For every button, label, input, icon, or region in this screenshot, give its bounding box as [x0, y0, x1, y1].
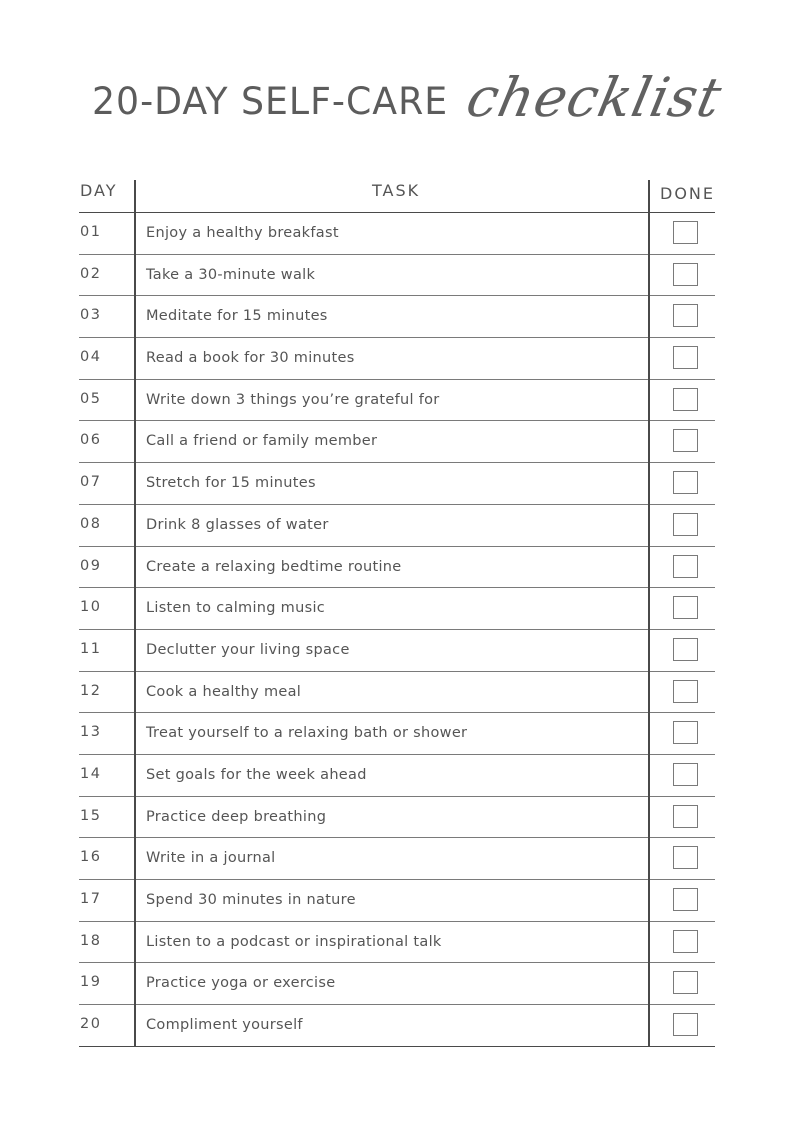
- row-task-text: Listen to calming music: [146, 600, 326, 617]
- table-row: [79, 922, 715, 964]
- done-checkbox[interactable]: [673, 304, 698, 327]
- done-checkbox[interactable]: [673, 221, 698, 244]
- done-checkbox[interactable]: [673, 388, 698, 411]
- row-day-number: 16: [80, 849, 102, 866]
- table-body: [79, 213, 715, 1047]
- done-checkbox[interactable]: [673, 513, 698, 536]
- table-row: [79, 755, 715, 797]
- row-task-text: Write down 3 things you’re grateful for: [146, 391, 440, 408]
- table-row: [79, 380, 715, 422]
- row-task-text: Declutter your living space: [146, 641, 350, 658]
- done-checkbox[interactable]: [673, 888, 698, 911]
- table-row: [79, 713, 715, 755]
- checklist-table: [79, 178, 715, 1047]
- row-task-text: Treat yourself to a relaxing bath or shower: [146, 725, 468, 742]
- header-done: DONE: [660, 184, 715, 203]
- done-checkbox[interactable]: [673, 346, 698, 369]
- title-script: [462, 52, 732, 142]
- row-day-number: 17: [80, 891, 102, 907]
- row-task-text: Write in a journal: [146, 850, 276, 867]
- row-task-text: Call a friend or family member: [146, 433, 378, 450]
- done-checkbox[interactable]: [673, 971, 698, 994]
- table-row: [79, 838, 715, 880]
- table-row: [79, 547, 715, 589]
- done-checkbox[interactable]: [673, 429, 698, 452]
- row-task-text: Set goals for the week ahead: [146, 766, 367, 783]
- row-day-number: 06: [80, 432, 102, 449]
- table-row: [79, 421, 715, 463]
- row-day-number: 14: [80, 765, 102, 782]
- table-row: [79, 797, 715, 839]
- table-row: [79, 880, 715, 922]
- table-row: [79, 338, 715, 380]
- done-checkbox[interactable]: [673, 555, 698, 578]
- header-task: TASK: [372, 181, 421, 200]
- column-divider-left: [134, 180, 136, 1046]
- done-checkbox[interactable]: [673, 596, 698, 619]
- page-title: [92, 52, 732, 142]
- table-row: [79, 672, 715, 714]
- table-row: [79, 1005, 715, 1047]
- column-divider-right: [648, 180, 650, 1046]
- done-checkbox[interactable]: [673, 680, 698, 703]
- done-checkbox[interactable]: [673, 263, 698, 286]
- row-day-number: 03: [80, 307, 102, 324]
- row-day-number: 18: [80, 932, 102, 949]
- row-day-number: 08: [80, 515, 102, 532]
- row-day-number: 11: [80, 640, 102, 657]
- row-task-text: Stretch for 15 minutes: [146, 475, 316, 492]
- table-row: [79, 213, 715, 255]
- row-task-text: Listen to a podcast or inspirational talk: [146, 933, 442, 950]
- done-checkbox[interactable]: [673, 638, 698, 661]
- done-checkbox[interactable]: [673, 930, 698, 953]
- row-task-text: Meditate for 15 minutes: [146, 308, 328, 325]
- row-task-text: Drink 8 glasses of water: [146, 516, 329, 533]
- row-day-number: 09: [80, 557, 102, 574]
- row-task-text: Practice deep breathing: [146, 808, 327, 825]
- row-day-number: 04: [80, 349, 102, 366]
- row-task-text: Cook a healthy meal: [146, 683, 302, 700]
- header-day: DAY: [80, 181, 118, 200]
- table-row: [79, 588, 715, 630]
- table-row: [79, 963, 715, 1005]
- row-task-text: Create a relaxing bedtime routine: [146, 558, 402, 575]
- row-task-text: Enjoy a healthy breakfast: [146, 225, 339, 241]
- done-checkbox[interactable]: [673, 721, 698, 744]
- row-day-number: 01: [80, 224, 102, 240]
- done-checkbox[interactable]: [673, 763, 698, 786]
- row-day-number: 07: [80, 474, 102, 491]
- table-row: [79, 463, 715, 505]
- table-row: [79, 630, 715, 672]
- done-checkbox[interactable]: [673, 846, 698, 869]
- row-day-number: 05: [80, 390, 102, 407]
- row-task-text: Practice yoga or exercise: [146, 975, 336, 992]
- table-row: [79, 505, 715, 547]
- row-task-text: Compliment yourself: [146, 1017, 303, 1034]
- table-row: [79, 255, 715, 297]
- done-checkbox[interactable]: [673, 805, 698, 828]
- row-day-number: 20: [80, 1016, 102, 1033]
- row-task-text: Read a book for 30 minutes: [146, 350, 355, 367]
- row-day-number: 12: [80, 682, 102, 699]
- title-script-text: checklist: [461, 66, 728, 129]
- row-day-number: 13: [80, 724, 102, 741]
- row-day-number: 15: [80, 807, 102, 824]
- row-task-text: Spend 30 minutes in nature: [146, 892, 356, 908]
- title-main: 20-DAY SELF-CARE: [92, 80, 449, 123]
- done-checkbox[interactable]: [673, 1013, 698, 1036]
- row-day-number: 10: [80, 599, 102, 616]
- row-task-text: Take a 30-minute walk: [146, 266, 316, 283]
- row-day-number: 19: [80, 974, 102, 991]
- done-checkbox[interactable]: [673, 471, 698, 494]
- row-day-number: 02: [80, 265, 102, 282]
- table-row: [79, 296, 715, 338]
- table-header: [79, 178, 715, 213]
